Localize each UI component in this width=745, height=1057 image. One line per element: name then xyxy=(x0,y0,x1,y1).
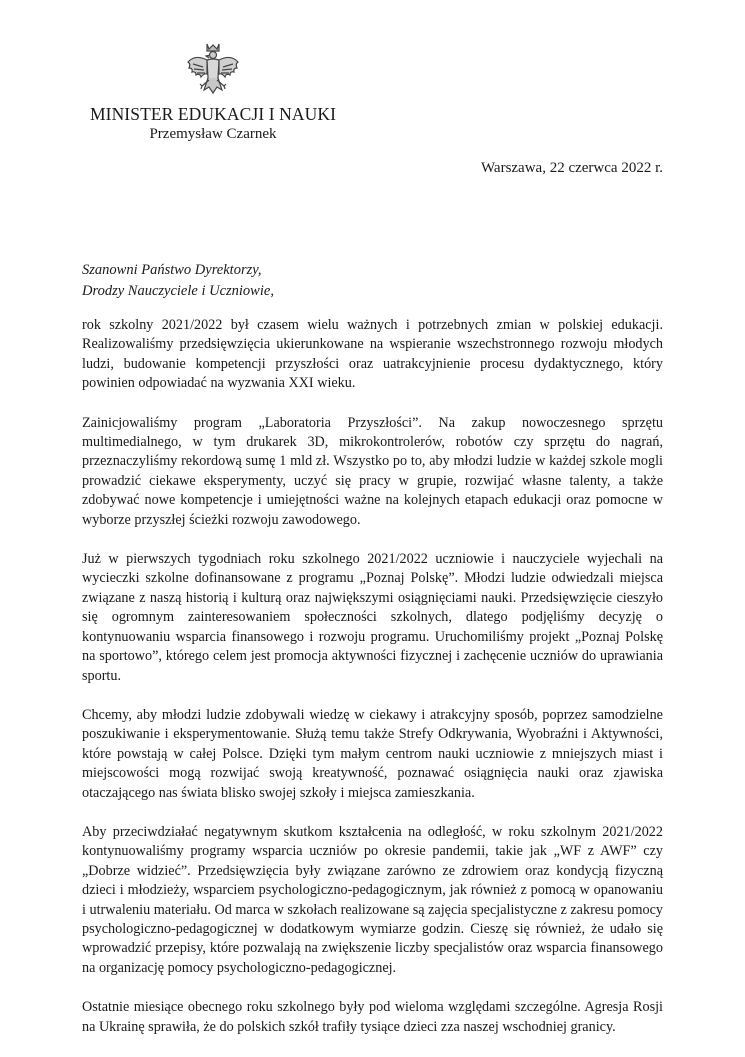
paragraph-4: Chcemy, aby młodzi ludzie zdobywali wiedzę w ciekawy i atrakcyjny sposób, poprzez samodzielne poszukiwanie i eksperymentowanie. Służą temu także Strefy Odkrywania, Wyobraźni i Aktywności, które powstają w całej Polsce. Dzięki tym małym centrom nauki uczniowie z mniejszych miast i miejscowości mogą rozwijać swoją kreatywność, poznawać osiągnięcia nauki oraz zjawiska otaczającego nas świata blisko swojej szkoły i miejsca zamieszkania. xyxy=(82,706,663,801)
paragraph-1: rok szkolny 2021/2022 był czasem wielu ważnych i potrzebnych zmian w polskiej edukacji. Realizowaliśmy przedsięwzięcia ukierunkowane na wspieranie wszechstronnego rozwoju młodych ludzi, budowanie kompetencji przyszłości oraz uatrakcyjnienie procesu dydaktycznego, który powinien odpowiadać na wyzwania XXI wieku. xyxy=(82,317,663,392)
polish-eagle-emblem-icon xyxy=(185,40,241,102)
minister-name: Przemysław Czarnek xyxy=(149,126,277,142)
letter-date: Warszawa, 22 czerwca 2022 r. xyxy=(480,160,663,176)
salutation-line-1: Szanowni Państwo Dyrektorzy, xyxy=(82,262,262,278)
salutation xyxy=(82,260,274,302)
paragraph-2: Zainicjowaliśmy program „Laboratoria Przyszłości”. Na zakup nowoczesnego sprzętu multimedialnego, w tym drukarek 3D, mikrokontrolerów, robotów czy sprzętu do nagrań, przeznaczyliśmy rekordową sumę 1 mld zł. Wszystko po to, aby młodzi ludzie w każdej szkole mogli prowadzić ciekawe eksperymenty, uczyć się pracy w grupie, rozwijać własne talenty, a także zdobywać nowe kompetencje i umiejętności ważne na kolejnych etapach edukacji oraz pomocne w wyborze przyszłej ścieżki rozwoju zawodowego. xyxy=(82,414,663,528)
salutation-line-2: Drodzy Nauczyciele i Uczniowie, xyxy=(82,283,274,299)
letter-body xyxy=(82,316,663,1057)
minister-title: MINISTER EDUKACJI I NAUKI xyxy=(89,104,337,124)
paragraph-5: Aby przeciwdziałać negatywnym skutkom kształcenia na odległość, w roku szkolnym 2021/2022 kontynuowaliśmy programy wsparcia uczniów po okresie pandemii, takie jak „WF z AWF” czy „Dobrze widzieć”. Przedsięwzięcia były związane zarówno ze zdrowiem oraz kondycją fizyczną dzieci i młodzieży, wsparciem psychologiczno-pedagogicznym, jak również z pomocą w opanowaniu i utrwaleniu materiału. Od marca w szkołach realizowane są zajęcia specjalistyczne z zakresu pomocy psychologiczno-pedagogicznej w dodatkowym wymiarze godzin. Cieszę się również, że udało się wprowadzić przepisy, które pozwalają na zwiększenie liczby specjalistów oraz wsparcia finansowego na organizację pomocy psychologiczno-pedagogicznej. xyxy=(82,823,663,976)
paragraph-6: Ostatnie miesiące obecnego roku szkolnego były pod wieloma względami szczególne. Agresja Rosji na Ukrainę sprawiła, że do polskich szkół trafiły tysiące dzieci zza naszej wschodniej granicy. xyxy=(82,999,663,1035)
paragraph-3: Już w pierwszych tygodniach roku szkolnego 2021/2022 uczniowie i nauczyciele wyjechali na wycieczki szkolne dofinansowane z programu „Poznaj Polskę”. Młodzi ludzie odwiedzali miejsca związane z naszą historią i kulturą oraz największymi osiągnięciami nauki. Przedsięwzięcie cieszyło się ogromnym zainteresowaniem społeczności szkolnych, dlatego podjęliśmy decyzję o kontynuowaniu wsparcia finansowego i rozwoju programu. Uruchomiliśmy projekt „Poznaj Polskę na sportowo”, którego celem jest promocja aktywności fizycznej i zachęcenie uczniów do uprawiania sportu. xyxy=(82,551,663,684)
